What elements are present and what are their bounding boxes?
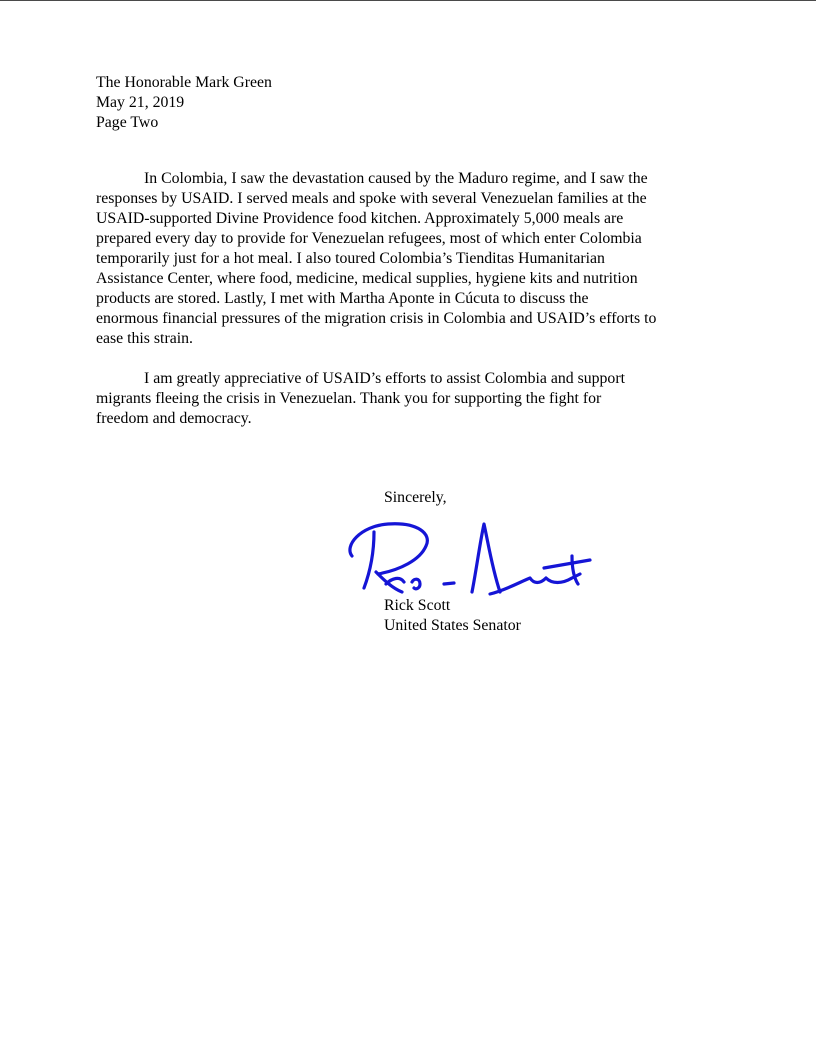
paragraph-line: ease this strain.	[96, 330, 193, 347]
paragraph-line: prepared every day to provide for Venezuelan refugees, most of which enter Colombia	[96, 230, 642, 247]
body-paragraph-1	[96, 169, 656, 349]
date-line: May 21, 2019	[96, 94, 185, 111]
signature-stroke-t-cross	[544, 560, 590, 568]
body-paragraph-2	[96, 369, 625, 429]
signer-name: Rick Scott	[384, 597, 451, 614]
page-top-border	[0, 0, 816, 1]
signature-stroke-t-stem	[572, 556, 578, 584]
paragraph-line: products are stored. Lastly, I met with Martha Aponte in Cúcuta to discuss the	[96, 290, 589, 307]
recipient-line: The Honorable Mark Green	[96, 74, 272, 91]
paragraph-line: freedom and democracy.	[96, 410, 252, 427]
paragraph-line: USAID-supported Divine Providence food kitchen. Approximately 5,000 meals are	[96, 210, 624, 227]
page-number-line: Page Two	[96, 114, 159, 131]
paragraph-line: responses by USAID. I served meals and spoke with several Venezuelan families at the	[96, 190, 647, 207]
paragraph-line: I am greatly appreciative of USAID’s efforts to assist Colombia and support	[144, 370, 625, 387]
signature-stroke-r-stem	[364, 532, 374, 588]
paragraph-line: temporarily just for a hot meal. I also toured Colombia’s Tienditas Humanitarian	[96, 250, 605, 267]
closing-salutation: Sincerely,	[384, 489, 447, 506]
signature-stroke-s-stem	[472, 524, 500, 592]
paragraph-line: enormous financial pressures of the migration crisis in Colombia and USAID’s efforts to	[96, 310, 657, 327]
handwritten-signature	[340, 512, 600, 602]
signature-stroke-cott	[490, 574, 580, 594]
signer-title: United States Senator	[384, 617, 521, 634]
signer-block	[384, 596, 521, 636]
letter-header	[96, 73, 272, 133]
signature-stroke-r-loop	[350, 524, 427, 574]
paragraph-line: migrants fleeing the crisis in Venezuelan. Thank you for supporting the fight for	[96, 390, 602, 407]
signature-stroke-dash	[444, 583, 454, 584]
paragraph-line: Assistance Center, where food, medicine, medical supplies, hygiene kits and nutrition	[96, 270, 638, 287]
paragraph-line: In Colombia, I saw the devastation caused by the Maduro regime, and I saw the	[144, 170, 648, 187]
